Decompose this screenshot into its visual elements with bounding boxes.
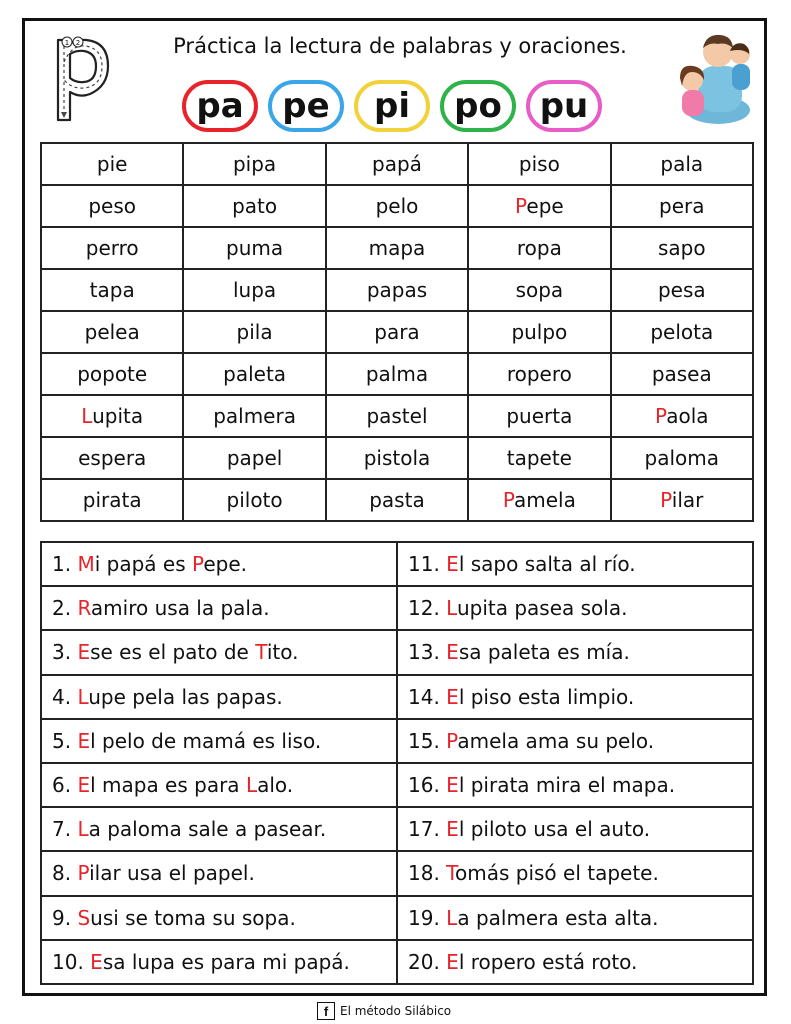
sentence-text: se es el pato de [90, 640, 256, 665]
sentence-initial: S [77, 905, 91, 930]
word-cell [183, 227, 325, 269]
sentence-number: 14. [408, 684, 440, 709]
sentence-cell [41, 851, 397, 895]
sentence-number: 10. [52, 949, 84, 974]
word-cell [468, 395, 610, 437]
sentence-cell [41, 763, 397, 807]
word-cell [468, 353, 610, 395]
sentence-number: 16. [408, 773, 440, 798]
syllable-pu: pu [526, 80, 602, 132]
sentence-initial: P [77, 861, 90, 886]
sentence-text: a paloma sale a pasear. [88, 817, 327, 842]
sentence-text: sa lupa es para mi papá. [102, 949, 350, 974]
sentence-initial: T [255, 640, 267, 665]
sentence-number: 13. [408, 640, 440, 665]
word-cell [41, 185, 183, 227]
page-title: Práctica la lectura de palabras y oraciones. [173, 34, 627, 58]
sentence-cell [397, 940, 753, 984]
syllable-row [182, 80, 602, 134]
sentence-initial: P [191, 552, 204, 577]
word-text: upita [92, 404, 144, 428]
word-text: ropero [506, 362, 572, 386]
word-text: paleta [223, 362, 287, 386]
word-row [41, 437, 753, 479]
word-row [41, 227, 753, 269]
word-text: pato [232, 194, 278, 218]
word-text: sopa [515, 278, 564, 302]
letter-p-tracing-icon [46, 32, 112, 124]
word-cell [468, 479, 610, 521]
sentence-cell [397, 763, 753, 807]
word-row [41, 311, 753, 353]
sentence-number: 7. [52, 817, 72, 842]
syllable-pi: pi [354, 80, 430, 132]
sentence-row [41, 896, 753, 940]
sentence-number: 4. [52, 684, 72, 709]
sentence-number: 1. [52, 552, 72, 577]
word-initial: P [515, 194, 527, 218]
sentence-text: epe. [203, 552, 248, 577]
sentence-row [41, 675, 753, 719]
word-cell [611, 143, 753, 185]
sentence-cell [41, 940, 397, 984]
sentence-number: 20. [408, 949, 440, 974]
word-cell [326, 143, 468, 185]
sentence-text: l mapa es para [90, 773, 246, 798]
sentence-text: l pirata mira el mapa. [458, 773, 676, 798]
sentence-number: 6. [52, 773, 72, 798]
word-cell [41, 311, 183, 353]
word-cell [326, 185, 468, 227]
sentence-initial: P [446, 728, 458, 753]
word-text: pistola [363, 446, 431, 470]
sentence-cell [41, 896, 397, 940]
word-text: papas [366, 278, 428, 302]
word-cell [468, 269, 610, 311]
word-cell [611, 395, 753, 437]
sentence-text: amiro usa la pala. [90, 596, 270, 621]
word-text: pirata [82, 488, 142, 512]
sentence-row [41, 851, 753, 895]
word-text: paloma [644, 446, 720, 470]
letter-step-2: 2 [75, 39, 81, 47]
sentence-text: l piloto usa el auto. [458, 817, 651, 842]
sentence-initial: E [446, 684, 459, 709]
syllable-po: po [440, 80, 516, 132]
sentence-cell [397, 851, 753, 895]
sentence-row [41, 719, 753, 763]
word-text: aola [666, 404, 709, 428]
sentence-initial: L [446, 596, 457, 621]
sentence-initial: L [77, 684, 89, 709]
sentence-text: amela ama su pelo. [457, 728, 655, 753]
word-cell [326, 311, 468, 353]
word-cell [468, 143, 610, 185]
word-cell [41, 269, 183, 311]
word-cell [183, 395, 325, 437]
sentence-number: 17. [408, 817, 440, 842]
footer [317, 1001, 451, 1021]
sentence-text: l ropero está roto. [458, 949, 638, 974]
sentence-number: 5. [52, 728, 72, 753]
word-text: tapa [89, 278, 135, 302]
sentence-number: 11. [408, 552, 440, 577]
sentence-cell [41, 719, 397, 763]
word-cell [183, 185, 325, 227]
sentence-initial: E [446, 949, 459, 974]
word-text: mapa [368, 236, 426, 260]
word-text: pesa [657, 278, 706, 302]
sentence-number: 12. [408, 596, 440, 621]
sentence-text: l pelo de mamá es liso. [90, 728, 322, 753]
word-cell [41, 227, 183, 269]
word-text: pasta [369, 488, 425, 512]
sentence-row [41, 542, 753, 586]
word-text: piso [518, 152, 560, 176]
word-text: pila [236, 320, 273, 344]
letter-step-1: 1 [64, 39, 70, 47]
word-initial: P [660, 488, 672, 512]
word-cell [326, 269, 468, 311]
sentence-number: 3. [52, 640, 72, 665]
word-row [41, 269, 753, 311]
sentence-cell [41, 630, 397, 674]
word-cell [611, 437, 753, 479]
sentence-cell [41, 542, 397, 586]
word-cell [611, 269, 753, 311]
word-cell [183, 269, 325, 311]
sentence-initial: E [77, 640, 91, 665]
sentence-number: 9. [52, 905, 72, 930]
word-text: papel [226, 446, 283, 470]
sentence-cell [41, 586, 397, 630]
word-text: pulpo [511, 320, 568, 344]
word-row [41, 353, 753, 395]
sentence-cell [397, 807, 753, 851]
word-row [41, 185, 753, 227]
sentence-initial: R [77, 596, 91, 621]
sentence-cell [397, 675, 753, 719]
word-text: pipa [232, 152, 277, 176]
sentence-text: usi se toma su sopa. [90, 905, 296, 930]
sentence-cell [397, 630, 753, 674]
sentence-cell [41, 807, 397, 851]
word-text: perro [85, 236, 139, 260]
word-text: pie [96, 152, 128, 176]
word-text: pelota [650, 320, 714, 344]
word-text: pelo [375, 194, 419, 218]
footer-text: El método Silábico [340, 1004, 452, 1018]
sentence-cell [397, 719, 753, 763]
word-text: palmera [213, 404, 296, 428]
sentence-cell [397, 586, 753, 630]
sentence-initial: L [245, 773, 258, 798]
sentence-initial: T [446, 861, 455, 886]
sentence-text: l piso esta limpio. [458, 684, 635, 709]
word-cell [326, 353, 468, 395]
word-cell [326, 479, 468, 521]
sentence-text: l sapo salta al río. [458, 552, 636, 577]
sentence-row [41, 586, 753, 630]
facebook-icon[interactable]: f [317, 1002, 335, 1020]
word-text: sapo [657, 236, 706, 260]
sentence-initial: E [446, 640, 459, 665]
word-cell [183, 353, 325, 395]
word-cell [611, 479, 753, 521]
words-table [40, 142, 754, 522]
word-text: papá [372, 152, 422, 176]
word-cell [183, 143, 325, 185]
sentences-table [40, 541, 754, 985]
word-text: puma [226, 236, 284, 260]
word-cell [468, 437, 610, 479]
word-text: pasea [651, 362, 712, 386]
word-text: peso [88, 194, 137, 218]
word-text: tapete [506, 446, 572, 470]
word-cell [326, 437, 468, 479]
sentence-initial: E [77, 773, 91, 798]
sentence-initial: E [90, 949, 103, 974]
word-cell [41, 437, 183, 479]
word-cell [326, 227, 468, 269]
word-cell [183, 311, 325, 353]
sentence-number: 15. [408, 728, 440, 753]
word-cell [41, 479, 183, 521]
word-cell [611, 185, 753, 227]
sentence-text: ilar usa el papel. [89, 861, 255, 886]
syllable-pa: pa [182, 80, 258, 132]
sentence-initial: L [446, 905, 458, 930]
sentence-initial: L [77, 817, 89, 842]
sentence-text: upita pasea sola. [456, 596, 628, 621]
family-illustration [668, 26, 756, 124]
word-text: ropa [516, 236, 562, 260]
sentence-row [41, 807, 753, 851]
sentence-number: 19. [408, 905, 440, 930]
word-text: pastel [366, 404, 428, 428]
word-cell [468, 185, 610, 227]
sentence-text: a palmera esta alta. [457, 905, 659, 930]
word-text: amela [514, 488, 576, 512]
sentence-number: 2. [52, 596, 72, 621]
sentence-cell [397, 896, 753, 940]
word-text: popote [77, 362, 148, 386]
sentence-text: upe pela las papas. [88, 684, 283, 709]
word-cell [611, 311, 753, 353]
word-text: pelea [84, 320, 140, 344]
word-row [41, 143, 753, 185]
word-initial: P [502, 488, 515, 512]
word-cell [183, 437, 325, 479]
sentence-initial: E [446, 552, 459, 577]
word-cell [468, 311, 610, 353]
word-text: pala [660, 152, 704, 176]
sentence-initial: E [446, 773, 459, 798]
sentence-initial: E [446, 817, 459, 842]
word-row [41, 395, 753, 437]
word-cell [183, 479, 325, 521]
word-initial: P [655, 404, 667, 428]
word-cell [468, 227, 610, 269]
word-cell [41, 353, 183, 395]
word-cell [41, 395, 183, 437]
word-text: palma [365, 362, 429, 386]
sentence-row [41, 940, 753, 984]
sentence-initial: E [77, 728, 91, 753]
sentence-row [41, 763, 753, 807]
sentence-text: sa paleta es mía. [458, 640, 630, 665]
word-text: para [374, 320, 420, 344]
syllable-pe: pe [268, 80, 344, 132]
sentence-text: alo. [257, 773, 294, 798]
sentence-text: omás pisó el tapete. [455, 861, 659, 886]
sentence-number: 18. [408, 861, 440, 886]
sentence-text: ito. [266, 640, 299, 665]
word-row [41, 479, 753, 521]
word-text: puerta [506, 404, 573, 428]
word-text: pera [659, 194, 705, 218]
word-cell [611, 353, 753, 395]
sentence-number: 8. [52, 861, 72, 886]
word-text: lupa [232, 278, 277, 302]
word-cell [611, 227, 753, 269]
word-cell [41, 143, 183, 185]
word-text: ilar [671, 488, 704, 512]
sentence-text: i papá es [94, 552, 192, 577]
word-cell [326, 395, 468, 437]
sentence-initial: M [77, 552, 95, 577]
word-text: piloto [226, 488, 283, 512]
sentence-cell [397, 542, 753, 586]
sentence-row [41, 630, 753, 674]
word-initial: L [81, 404, 93, 428]
word-text: epe [526, 194, 564, 218]
sentence-cell [41, 675, 397, 719]
word-text: espera [78, 446, 147, 470]
